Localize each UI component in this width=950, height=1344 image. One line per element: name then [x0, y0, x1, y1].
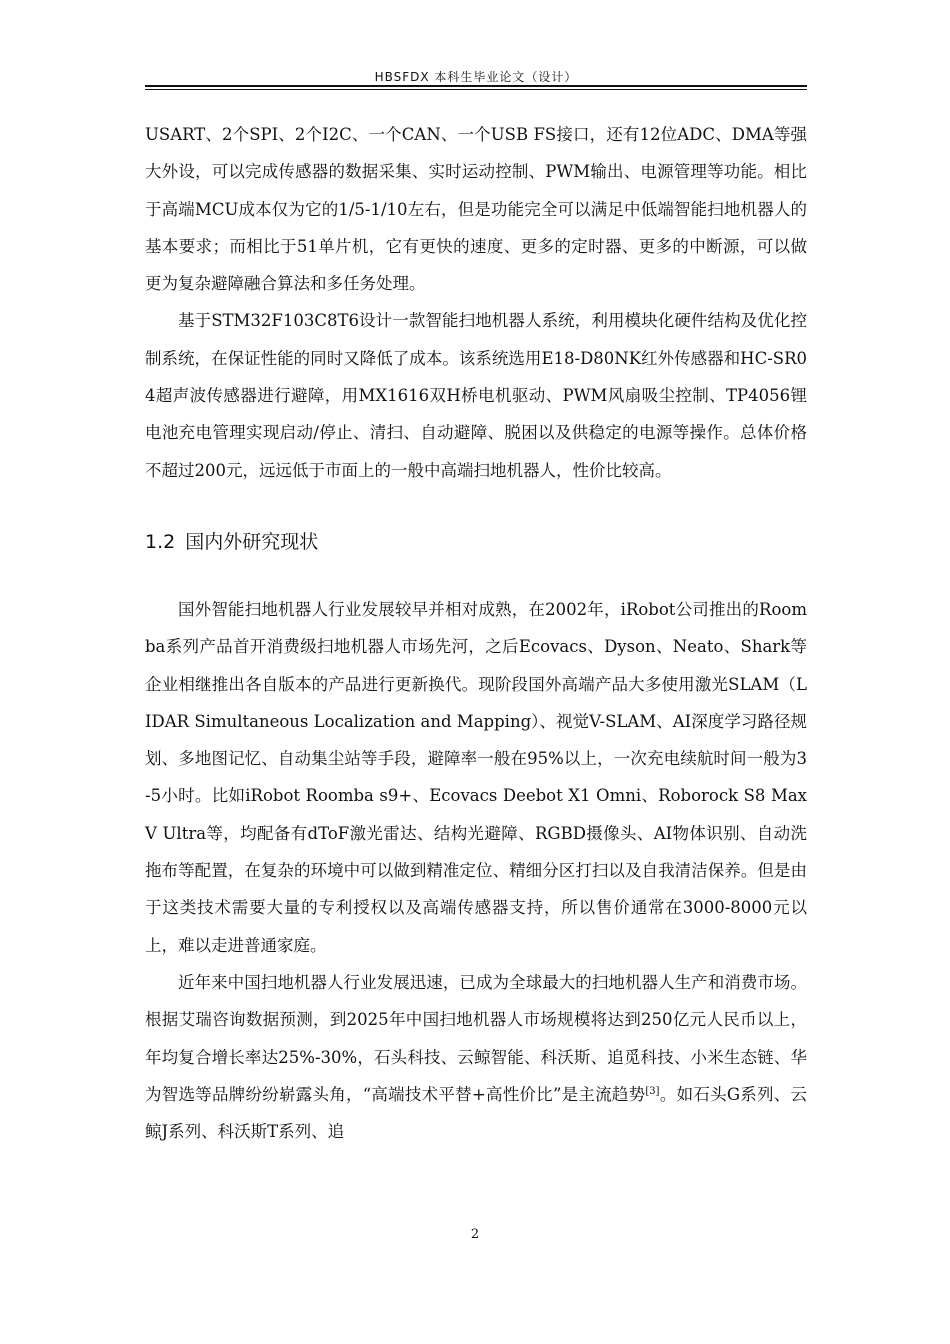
header-rule-thick — [145, 85, 807, 87]
body-paragraph-continued: USART、2个SPI、2个I2C、一个CAN、一个USB FS接口，还有12位ADC、DMA等强大外设，可以完成传感器的数据采集、实时运动控制、PWM输出、电源管理等功能。相比于高端MCU成本仅为它的1/5-1/10左右，但是功能完全可以满足中低端智能扫地机器人的基本要求；而相比于51单片机，它有更快的速度、更多的定时器、更多的中断源，可以做更为复杂避障融合算法和多任务处理。 — [145, 125, 807, 294]
section-title: 国内外研究现状 — [185, 530, 319, 553]
paragraph-text-tail: 。如石头G系列、云鲸J系列、科沃斯T系列、追 — [145, 1084, 807, 1142]
running-header: HBSFDX 本科生毕业论文（设计） — [374, 70, 578, 84]
body-paragraph: 国外智能扫地机器人行业发展较早并相对成熟，在2002年，iRobot公司推出的Roomba系列产品首开消费级扫地机器人市场先河，之后Ecovacs、Dyson、Neato、Shark等企业相继推出各自版本的产品进行更新换代。现阶段国外高端产品大多使用激光SLAM（LIDAR Simultaneous Localization and Mapping）、视觉V-SLAM、AI深度学习路径规划、多地图记忆、自动集尘站等手段，避障率一般在95%以上，一次充电续航时间一般为3-5小时。比如iRobot Roomba s9+、Ecovacs Deebot X1 Omni、Roborock S8 MaxV Ultra等，均配备有dToF激光雷达、结构光避障、RGBD摄像头、AI物体识别、自动洗拖布等配置，在复杂的环境中可以做到精准定位、精细分区打扫以及自我清洁保养。但是由于这类技术需要大量的专利授权以及高端传感器支持，所以售价通常在3000-8000元以上，难以走进普通家庭。 — [145, 599, 807, 955]
citation-marker: [3] — [645, 1085, 660, 1097]
body-paragraph — [145, 964, 807, 1150]
section-number: 1.2 — [145, 530, 176, 553]
body-paragraph: 基于STM32F103C8T6设计一款智能扫地机器人系统，利用模块化硬件结构及优化控制系统，在保证性能的同时又降低了成本。该系统选用E18-D80NK红外传感器和HC-SR04超声波传感器进行避障，用MX1616双H桥电机驱动、PWM风扇吸尘控制、TP4056锂电池充电管理实现启动/停止、清扫、自动避障、脱困以及供稳定的电源等操作。总体价格不超过200元，远远低于市面上的一般中高端扫地机器人，性价比较高。 — [145, 311, 807, 480]
page-body — [145, 116, 807, 1150]
paragraph-text: 近年来中国扫地机器人行业发展迅速，已成为全球最大的扫地机器人生产和消费市场。根据艾瑞咨询数据预测，到2025年中国扫地机器人市场规模将达到250亿元人民币以上，年均复合增长率达25%-30%，石头科技、云鲸智能、科沃斯、追觅科技、小米生态链、华为智选等品牌纷纷崭露头角，“高端技术平替+高性价比”是主流趋势 — [145, 972, 807, 1104]
header-rule-thin — [145, 89, 807, 90]
page-number: 2 — [470, 1227, 480, 1242]
section-heading — [145, 527, 807, 557]
